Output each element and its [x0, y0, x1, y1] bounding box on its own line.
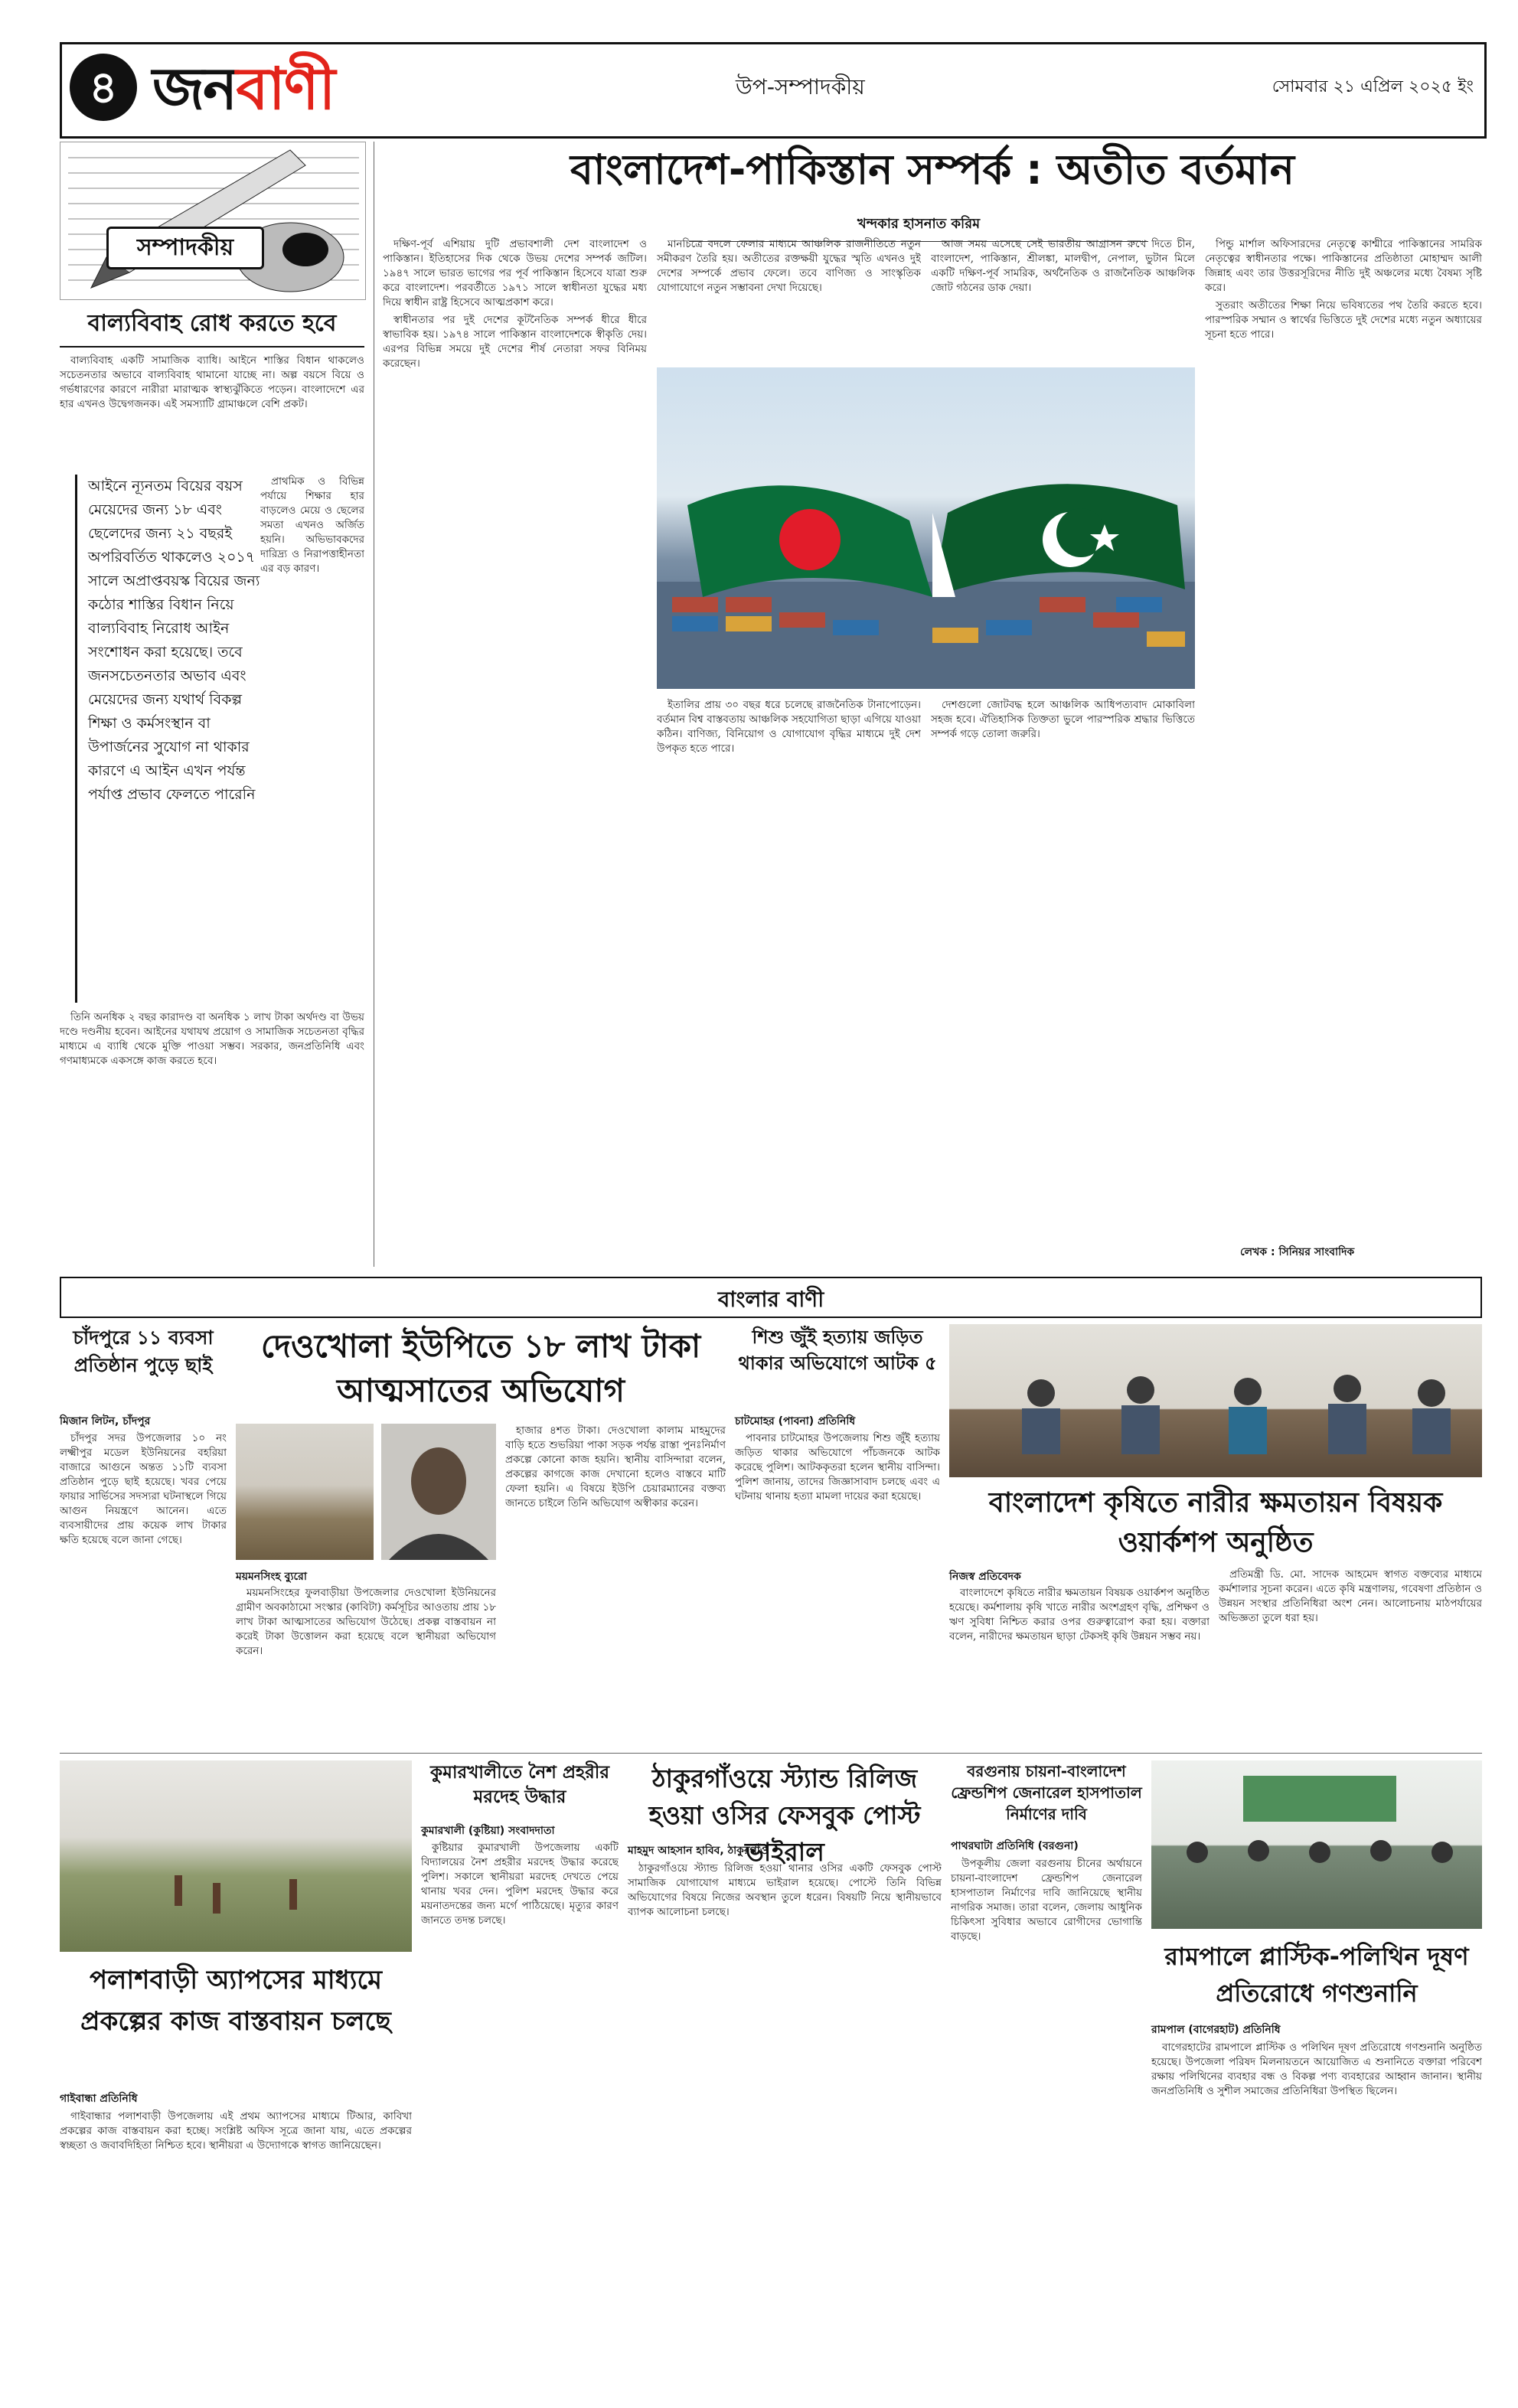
krishi-body-2 — [1219, 1568, 1482, 1745]
section-banner-title: বাংলার বাণী — [717, 1287, 824, 1312]
person-portrait — [381, 1424, 496, 1560]
road-photo — [236, 1424, 374, 1560]
editorial-body-a — [60, 354, 364, 462]
paragraph: উপকূলীয় জেলা বরগুনায় চীনের অর্থায়নে চায়না-বাংলাদেশ ফ্রেন্ডশিপ জেনারেল হাসপাতাল নির্মাণের দাবি জানিয়েছে স্থানীয় নাগরিক সমাজ। তারা বলেন, জেলায় আধুনিক চিকিৎসা সুবিধার অভাবে রোগীদের ভোগান্তি বাড়ছে। — [951, 1858, 1142, 1943]
field-workers — [60, 1760, 412, 1952]
barguna-byline: পাথরঘাটা প্রতিনিধি (বরগুনা) — [951, 1840, 1079, 1852]
issue-date: সোমবার ২১ এপ্রিল ২০২৫ ইং — [1272, 77, 1474, 96]
paragraph: প্রতিমন্ত্রী ডি. মো. সাদেক আহমেদ স্বাগত বক্তব্যের মাধ্যমে কর্মশালার সূচনা করেন। এতে কৃষি মন্ত্রণালয়, গবেষণা প্রতিষ্ঠান ও উন্নয়ন সংস্থার প্রতিনিধিরা অংশ নেন। আলোচনায় মাঠপর্যায়ের অভিজ্ঞতা তুলে ধরা হয়। — [1219, 1568, 1482, 1624]
editorial-body-c — [60, 1010, 364, 1271]
paragraph: ময়মনসিংহের ফুলবাড়ীয়া উপজেলার দেওখোলা ইউনিয়নের গ্রামীণ অবকাঠামো সংস্কার (কাবিটা) কর্মসূচির আওতায় প্রায় ১৮ লাখ টাকা আত্মসাতের অভিযোগ উঠেছে। প্রকল্প বাস্তবায়ন না করেই টাকা উত্তোলন করা হয়েছে বলে স্থানীয়রা অভিযোগ করেন। — [236, 1587, 496, 1657]
kumarkhali-byline: কুমারখালী (কুষ্টিয়া) সংবাদদাতা — [421, 1825, 555, 1837]
deukhola-body — [236, 1586, 496, 1745]
thakurgaon-byline: মাহমুদ আহসান হাবিব, ঠাকুরগাঁও — [628, 1845, 769, 1857]
logo-part-right: বাণী — [236, 54, 335, 122]
deukhola-body-2 — [505, 1424, 726, 1745]
paragraph: প্রাথমিক ও বিভিন্ন পর্যায়ে শিক্ষার হার বাড়লেও মেয়ে ও ছেলের সমতা এখনও অর্জিত হয়নি। অভিভাবকদের দারিদ্র্য ও নিরাপত্তাহীনতা এর বড় কারণ। — [260, 475, 364, 575]
shishu-headline: শিশু জুঁই হত্যায় জড়িত থাকার অভিযোগে আটক ৫ — [738, 1326, 937, 1374]
paragraph: পাবনার চাটমোহর উপজেলায় শিশু জুঁই হত্যায় জড়িত থাকার অভিযোগে পাঁচজনকে আটক করেছে পুলিশ। আটককৃতরা হলেন স্থানীয় বাসিন্দা। পুলিশ জানায়, তাদের জিজ্ঞাসাবাদ চলছে এবং এ ঘটনায় থানায় হত্যা মামলা দায়ের করা হয়েছে। — [735, 1432, 940, 1503]
paragraph: স্বাধীনতার পর দুই দেশের কূটনৈতিক সম্পর্ক ধীরে ধীরে স্বাভাবিক হয়। ১৯৭৪ সালে পাকিস্তান বাংলাদেশকে স্বীকৃতি দেয়। এরপর বিভিন্ন সময়ে দুই দেশের শীর্ষ নেতারা সফর বিনিময় করেছেন। — [383, 314, 647, 370]
paragraph: চাঁদপুর সদর উপজেলার ১০ নং লক্ষ্মীপুর মডেল ইউনিয়নের বহরিয়া বাজারে আগুনে অন্তত ১১টি ব্যবসা প্রতিষ্ঠান পুড়ে ছাই হয়েছে। খবর পেয়ে ফায়ার সার্ভিসের সদস্যরা ঘটনাস্থলে গিয়ে আগুন নিয়ন্ত্রণে আনেন। এতে ব্যবসায়ীদের প্রায় কয়েক লাখ টাকার ক্ষতি হয়েছে বলে জানা গেছে। — [60, 1432, 227, 1546]
palashbari-headline: পলাশবাড়ী অ্যাপসের মাধ্যমে প্রকল্পের কাজ বাস্তবায়ন চলছে — [80, 1965, 391, 2037]
flags-port-graphic — [657, 367, 1195, 689]
chandpur-byline: মিজান লিটন, চাঁদপুর — [60, 1415, 151, 1428]
masthead — [60, 42, 1487, 139]
paragraph: ঠাকুরগাঁওয়ে স্ট্যান্ড রিলিজ হওয়া থানার ওসির একটি ফেসবুক পোস্ট সামাজিক যোগাযোগ মাধ্যমে ভাইরাল হয়েছে। পোস্টে তিনি বিভিন্ন অভিযোগের বিষয়ে নিজের অবস্থান তুলে ধরেন। বিষয়টি নিয়ে স্থানীয়ভাবে ব্যাপক আলোচনা চলছে। — [628, 1862, 942, 1918]
paragraph: বাংলাদেশে কৃষিতে নারীর ক্ষমতায়ন বিষয়ক ওয়ার্কশপ অনুষ্ঠিত হয়েছে। কর্মশালায় কৃষি খাতে নারীর অংশগ্রহণ বৃদ্ধি, প্রশিক্ষণ ও ঋণ সুবিধা নিশ্চিত করার ওপর গুরুত্বারোপ করা হয়। বক্তারা বলেন, নারীদের ক্ষমতায়ন ছাড়া টেকসই কৃষি উন্নয়ন সম্ভব নয়। — [949, 1587, 1210, 1643]
pen-inkwell-illustration — [60, 142, 365, 299]
portrait-silhouette — [381, 1424, 496, 1560]
rampal-headline: রামপালে প্লাস্টিক-পলিথিন দূষণ প্রতিরোধে গণশুনানি — [1164, 1942, 1469, 2008]
paragraph: গাইবান্ধার পলাশবাড়ী উপজেলায় এই প্রথম অ্যাপসের মাধ্যমে টিআর, কাবিখা প্রকল্পের কাজ বাস্তবায়ন করা হচ্ছে। সংশ্লিষ্ট অফিস সূত্রে জানা যায়, এতে প্রকল্পের স্বচ্ছতা ও জবাবদিহিতা নিশ্চিত হবে। স্থানীয়রা এ উদ্যোগকে স্বাগত জানিয়েছেন। — [60, 2110, 412, 2152]
author-note: লেখক : সিনিয়র সাংবাদিক — [1240, 1246, 1355, 1258]
kumarkhali-headline: কুমারখালীতে নৈশ প্রহরীর মরদেহ উদ্ধার — [430, 1763, 609, 1807]
paragraph: দক্ষিণ-পূর্ব এশিয়ায় দুটি প্রভাবশালী দেশ বাংলাদেশ ও পাকিস্তান। ইতিহাসের দিক থেকে উভয় দেশের সম্পর্ক জটিল। ১৯৪৭ সালে ভারত ভাগের পর পূর্ব পাকিস্তান হিসেবে যাত্রা শুরু করে বাংলাদেশ। পরবর্তীতে ১৯৭১ সালে স্বাধীনতা যুদ্ধের মধ্য দিয়ে স্বাধীন রাষ্ট্র হিসেবে আত্মপ্রকাশ করে। — [383, 238, 647, 308]
field-photo — [60, 1760, 412, 1952]
krishi-byline: নিজস্ব প্রতিবেদক — [949, 1571, 1021, 1583]
oped-col-2-lower — [657, 698, 921, 1263]
editorial-body-b — [260, 475, 364, 1003]
thakurgaon-body — [628, 1861, 942, 2363]
krishi-headline: বাংলাদেশ কৃষিতে নারীর ক্ষমতায়ন বিষয়ক ওয়ার্কশপ অনুষ্ঠিত — [988, 1487, 1443, 1558]
barguna-body — [951, 1857, 1142, 2362]
shishu-byline: চাটমোহর (পাবনা) প্রতিনিধি — [735, 1415, 856, 1428]
deukhola-headline: দেওখোলা ইউপিতে ১৮ লাখ টাকা আত্মসাতের অভিযোগ — [260, 1327, 701, 1409]
paragraph: আজ সময় এসেছে সেই ভারতীয় আগ্রাসন রুখে দিতে চীন, বাংলাদেশ, পাকিস্তান, শ্রীলঙ্কা, মালদ্বীপ, নেপাল, ভুটান মিলে একটি দক্ষিণ-পূর্ব সামরিক, অর্থনৈতিক ও রাজনৈতিক আঞ্চলিক জোট গঠনের ডাক দেয়া। — [931, 238, 1195, 294]
paragraph: সুতরাং অতীতের শিক্ষা নিয়ে ভবিষ্যতের পথ তৈরি করতে হবে। পারস্পরিক সম্মান ও স্বার্থের ভিত্তিতে দুই দেশের মধ্যে নতুন অধ্যায়ের সূচনা হতে পারে। — [1205, 299, 1482, 341]
oped-col-3 — [931, 237, 1195, 360]
section-banner — [60, 1277, 1482, 1318]
paragraph: হাজার ৪শত টাকা। দেওখোলা কালাম মাহমুদের বাড়ি হতে শুভরিয়া পাকা সড়ক পর্যন্ত রাস্তা পুনঃনির্মাণ প্রকল্পে কোনো কাজ হয়নি। স্থানীয় বাসিন্দারা বলেন, প্রকল্পের কাগজে কাজ দেখানো হলেও বাস্তবে মাটি ফেলা হয়নি। এ বিষয়ে ইউপি চেয়ারম্যানের বক্তব্য জানতে চাইলে তিনি অভিযোগ অস্বীকার করেন। — [505, 1424, 726, 1509]
workshop-people — [949, 1324, 1482, 1477]
page-number-badge: ৪ — [70, 54, 137, 121]
thakurgaon-headline: ঠাকুরগাঁওয়ে স্ট্যান্ড রিলিজ হওয়া ওসির ফেসবুক পোস্ট ভাইরাল — [648, 1764, 921, 1867]
paragraph: বাগেরহাটের রামপালে প্লাস্টিক ও পলিথিন দূষণ প্রতিরোধে গণশুনানি অনুষ্ঠিত হয়েছে। উপজেলা পরিষদ মিলনায়তনে আয়োজিত এ শুনানিতে বক্তারা পরিবেশ রক্ষায় পলিথিনের ব্যবহার বন্ধ ও বিকল্প পণ্য ব্যবহারের আহ্বান জানান। স্থানীয় জনপ্রতিনিধি ও সুশীল সমাজের প্রতিনিধিরা উপস্থিত ছিলেন। — [1151, 2041, 1482, 2097]
chandpur-headline: চাঁদপুরে ১১ ব্যবসা প্রতিষ্ঠান পুড়ে ছাই — [73, 1326, 214, 1376]
divider — [60, 1753, 1482, 1754]
oped-col-3-lower — [931, 698, 1195, 1234]
oped-col-4 — [1205, 237, 1482, 1263]
chandpur-body — [60, 1431, 227, 1745]
section-label: উপ-সম্পাদকীয় — [736, 74, 865, 100]
paragraph: পিন্ডু মার্শাল অফিসারদের নেতৃত্বে কাশ্মীরে পাকিস্তানের সামরিক নেতৃত্বের স্বাধীনতার পক্ষে। পাকিস্তানের প্রতিষ্ঠাতা মোহাম্মদ আলী জিন্নাহ এবং তার উত্তরসূরিদের নীতি দুই অঞ্চলের মধ্যে বৈষম্য সৃষ্টি করে। — [1205, 238, 1482, 294]
logo-part-left: জন — [152, 54, 237, 122]
oped-col-2 — [657, 237, 921, 360]
hearing-photo — [1151, 1760, 1482, 1929]
deukhola-byline: ময়মনসিংহ ব্যুরো — [236, 1571, 307, 1583]
editorial-headline: বাল্যবিবাহ রোধ করতে হবে — [87, 310, 337, 337]
rampal-body — [1151, 2041, 1482, 2362]
paragraph: মানচিত্রে বদলে ফেলার মাধ্যমে আঞ্চলিক রাজনীতিতে নতুন সমীকরণ তৈরি হয়। অতীতের রক্তক্ষয়ী যুদ্ধের স্মৃতি এখনও দুই দেশের সম্পর্কে প্রভাব ফেলে। তবে বাণিজ্য ও সাংস্কৃতিক যোগাযোগে নতুন সম্ভাবনা দেখা দিয়েছে। — [657, 238, 921, 294]
paragraph: দেশগুলো জোটবদ্ধ হলে আঞ্চলিক আধিপত্যবাদ মোকাবিলা সহজ হবে। ঐতিহাসিক তিক্ততা ভুলে পারস্পরিক শ্রদ্ধার ভিত্তিতে সম্পর্ক গড়ে তোলা জরুরি। — [931, 699, 1195, 740]
paragraph: বাল্যবিবাহ একটি সামাজিক ব্যাধি। আইনে শাস্তির বিধান থাকলেও সচেতনতার অভাবে বাল্যবিবাহ থামানো যাচ্ছে না। অল্প বয়সে বিয়ে ও গর্ভধারণের কারণে নারীরা মারাত্মক স্বাস্থ্যঝুঁকিতে পড়েন। বাংলাদেশে এর হার এখনও উদ্বেগজনক। এই সমস্যাটি গ্রামাঞ্চলে বেশি প্রকট। — [60, 354, 364, 410]
editorial-illustration — [60, 142, 366, 300]
kumarkhali-body — [421, 1841, 619, 2361]
palashbari-body — [60, 2109, 412, 2362]
paragraph: কুষ্টিয়ার কুমারখালী উপজেলায় একটি বিদ্যালয়ের নৈশ প্রহরীর মরদেহ উদ্ধার করেছে পুলিশ। সকালে স্থানীয়রা মরদেহ দেখতে পেয়ে থানায় খবর দেন। পুলিশ মরদেহ উদ্ধার করে ময়নাতদন্তের জন্য মর্গে পাঠিয়েছে। মৃত্যুর কারণ জানতে তদন্ত চলছে। — [421, 1842, 619, 1927]
oped-byline: খন্দকার হাসনাত করিম — [689, 213, 1148, 242]
palashbari-byline: গাইবান্ধা প্রতিনিধি — [60, 2093, 138, 2105]
bangladesh-pakistan-flags-photo — [657, 367, 1195, 689]
editorial-pullquote: আইনে ন্যূনতম বিয়ের বয়স মেয়েদের জন্য ১৮ এবং ছেলেদের জন্য ২১ বছরই অপরিবর্তিত থাকলেও ২০১৭ সালে অপ্রাপ্তবয়স্ক বিয়ের জন্য কঠোর শাস্তির বিধান নিয়ে বাল্যবিবাহ নিরোধ আইন সংশোধন করা হয়েছে। তবে জনসচেতনতার অভাব এবং মেয়েদের জন্য যথার্থ বিকল্প শিক্ষা ও কর্মসংস্থান বা উপার্জনের সুযোগ না থাকার কারণে এ আইন এখন পর্যন্ত পর্যাপ্ত প্রভাব ফেলতে পারেনি — [75, 475, 260, 1003]
divider — [60, 346, 364, 347]
oped-col-1 — [383, 237, 647, 1263]
workshop-photo — [949, 1324, 1482, 1477]
newspaper-logo — [152, 51, 334, 127]
rampal-byline: রামপাল (বাগেরহাট) প্রতিনিধি — [1151, 2024, 1281, 2036]
krishi-body — [949, 1586, 1210, 1745]
oped-headline: বাংলাদেশ-পাকিস্তান সম্পর্ক : অতীত বর্তমান — [570, 145, 1295, 194]
editorial-badge: সম্পাদকীয় — [106, 227, 264, 269]
barguna-headline: বরগুনায় চায়না-বাংলাদেশ ফ্রেন্ডশিপ জেনারেল হাসপাতাল নির্মাণের দাবি — [951, 1762, 1142, 1823]
paragraph: তিনি অনধিক ২ বছর কারাদণ্ড বা অনধিক ১ লাখ টাকা অর্থদণ্ড বা উভয় দণ্ডে দণ্ডনীয় হবেন। আইনের যথাযথ প্রয়োগ ও সামাজিক সচেতনতা বৃদ্ধির মাধ্যমে এ ব্যাধি থেকে মুক্তি পাওয়া সম্ভব। সরকার, জনপ্রতিনিধি এবং গণমাধ্যমকে একসঙ্গে কাজ করতে হবে। — [60, 1011, 364, 1067]
paragraph: ইতালির প্রায় ৩০ বছর ধরে চলেছে রাজনৈতিক টানাপোড়েন। বর্তমান বিশ্ব বাস্তবতায় আঞ্চলিক সহযোগিতা ছাড়া এগিয়ে যাওয়া কঠিন। বাণিজ্য, বিনিয়োগ ও যোগাযোগ বৃদ্ধির মাধ্যমে দুই দেশ উপকৃত হতে পারে। — [657, 699, 921, 755]
hearing-people — [1151, 1760, 1482, 1929]
shishu-body — [735, 1431, 940, 1745]
